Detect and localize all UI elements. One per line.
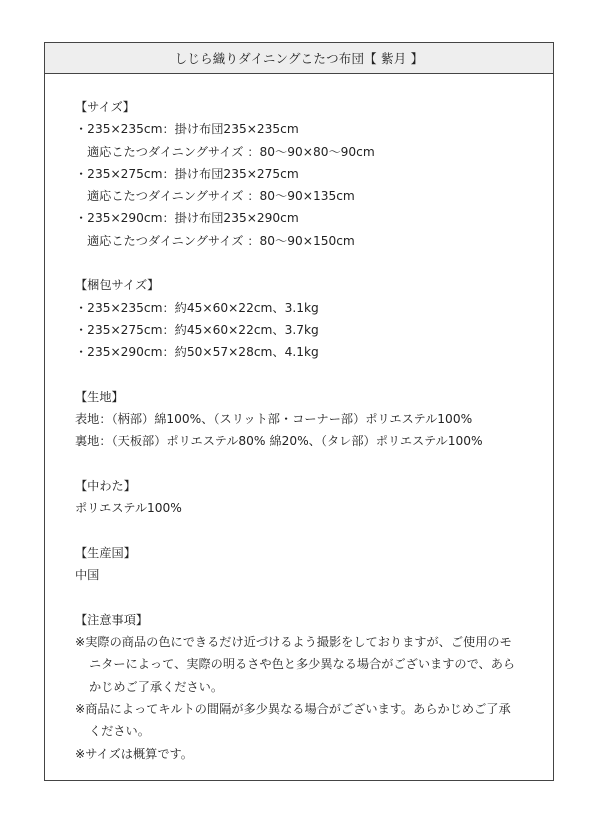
spec-content bbox=[45, 74, 553, 765]
package-line: ・235×275cm：約45×60×22cm、3.7kg bbox=[75, 322, 319, 337]
section-filling bbox=[75, 475, 553, 520]
origin-line: 中国 bbox=[75, 568, 100, 583]
section-heading: 【生地】 bbox=[75, 389, 124, 404]
package-line: ・235×290cm：約50×57×28cm、4.1kg bbox=[75, 345, 319, 360]
fabric-line: 表地：（柄部）綿100%、（スリット部・コーナー部）ポリエステル100% bbox=[75, 412, 473, 427]
section-notes bbox=[75, 609, 553, 765]
fabric-line: 裏地：（天板部）ポリエステル80% 綿20%、（タレ部）ポリエステル100% bbox=[75, 434, 483, 449]
section-heading: 【中わた】 bbox=[75, 479, 136, 494]
section-heading: 【生産国】 bbox=[75, 545, 136, 560]
section-heading: 【サイズ】 bbox=[75, 100, 135, 114]
section-fabric bbox=[75, 386, 553, 453]
size-line: ・235×235cm：掛け布団235×235cm bbox=[75, 122, 299, 137]
section-package bbox=[75, 274, 553, 363]
note-line: ※実際の商品の色にできるだけ近づけるよう撮影をしておりますが、ご使用のモ bbox=[75, 635, 512, 650]
note-line: ください。 bbox=[89, 724, 150, 739]
section-heading: 【梱包サイズ】 bbox=[75, 278, 160, 293]
note-line: かじめご了承ください。 bbox=[89, 679, 224, 694]
note-line: ※商品によってキルトの間隔が多少異なる場合がございます。あらかじめご了承 bbox=[75, 702, 511, 717]
note-line: ※サイズは概算です。 bbox=[75, 746, 193, 761]
size-line: 適応こたつダイニングサイズ ：80～90×80～90cm bbox=[87, 144, 375, 159]
section-heading: 【注意事項】 bbox=[75, 612, 149, 627]
filling-line: ポリエステル100% bbox=[75, 501, 182, 516]
section-size bbox=[75, 96, 553, 252]
size-line: 適応こたつダイニングサイズ ：80～90×150cm bbox=[87, 233, 355, 248]
package-line: ・235×235cm：約45×60×22cm、3.1kg bbox=[75, 300, 319, 315]
section-origin bbox=[75, 542, 553, 587]
size-line: ・235×290cm：掛け布団235×290cm bbox=[75, 211, 299, 226]
size-line: 適応こたつダイニングサイズ ：80～90×135cm bbox=[87, 189, 355, 204]
product-title: しじら織りダイニングこたつ布団【 紫月 】 bbox=[45, 43, 553, 74]
note-line: ニターによって、実際の明るさや色と多少異なる場合がございますので、あら bbox=[89, 657, 516, 672]
size-line: ・235×275cm：掛け布団235×275cm bbox=[75, 166, 299, 181]
spec-table bbox=[44, 42, 554, 781]
